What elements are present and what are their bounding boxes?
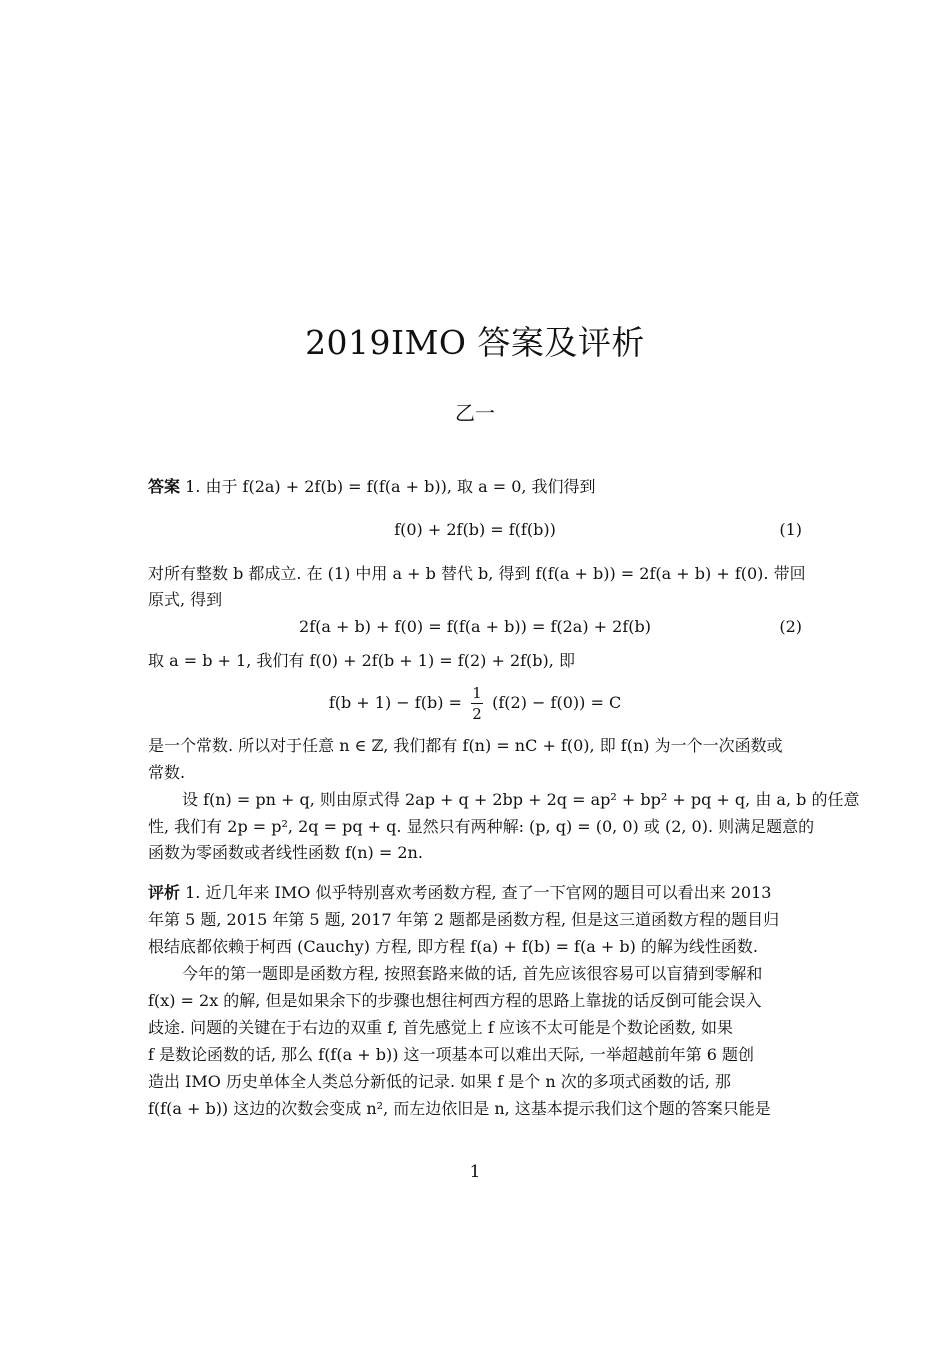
answer-line-1-text: 1. 由于 f(2a) + 2f(b) = f(f(a + b)), 取 a = 0, 我们得到 <box>185 477 596 496</box>
review-line-7: f 是数论函数的话, 那么 f(f(a + b)) 这一项基本可以难出天际, 一举超越前年第 6 题创 <box>148 1045 755 1064</box>
answer-line-6: 常数. <box>148 763 186 782</box>
review-line-9: f(f(a + b)) 这边的次数会变成 n², 而左边依旧是 n, 这基本提示我们这个题的答案只能是 <box>148 1099 771 1118</box>
answer-line-7: 设 f(n) = pn + q, 则由原式得 2ap + q + 2bp + 2q = ap² + bp² + pq + q, 由 a, b 的任意 <box>182 790 860 809</box>
equation-2-expression: 2f(a + b) + f(0) = f(f(a + b)) = f(2a) + 2f(b) <box>299 617 651 636</box>
answer-line-8: 性, 我们有 2p = p², 2q = pq + q. 显然只有两种解: (p, q) = (0, 0) 或 (2, 0). 则满足题意的 <box>148 817 815 836</box>
equation-3-right: (f(2) − f(0)) = C <box>492 693 622 712</box>
page-number: 1 <box>469 1162 481 1182</box>
equation-3 <box>148 682 802 724</box>
review-line-2: 年第 5 题, 2015 年第 5 题, 2017 年第 2 题都是函数方程, 但是这三道函数方程的题目归 <box>148 910 780 929</box>
fraction-numerator: 1 <box>472 684 482 702</box>
paper-title: 2019IMO 答案及评析 <box>305 323 645 362</box>
review-line-3: 根结底都依赖于柯西 (Cauchy) 方程, 即方程 f(a) + f(b) = f(a + b) 的解为线性函数. <box>148 937 758 956</box>
answer-line-9: 函数为零函数或者线性函数 f(n) = 2n. <box>148 843 423 862</box>
fraction-denominator: 2 <box>472 705 482 723</box>
equation-3-left: f(b + 1) − f(b) = <box>328 693 462 712</box>
equation-2-number: (2) <box>779 617 802 636</box>
fraction-one-half <box>471 684 483 723</box>
equation-1 <box>148 517 802 543</box>
review-line-8: 造出 IMO 历史单体全人类总分新低的记录. 如果 f 是个 n 次的多项式函数的话, 那 <box>148 1072 731 1091</box>
review-paragraph-line-1 <box>148 880 802 906</box>
equation-2 <box>148 614 802 640</box>
answer-paragraph-line-1 <box>148 474 802 500</box>
equation-1-number: (1) <box>779 520 802 539</box>
answer-line-2: 对所有整数 b 都成立. 在 (1) 中用 a + b 替代 b, 得到 f(f(a + b)) = 2f(a + b) + f(0). 带回 <box>148 564 806 583</box>
equation-1-expression: f(0) + 2f(b) = f(f(b)) <box>394 520 556 539</box>
equation-3-expression <box>148 682 802 724</box>
answer-line-5: 是一个常数. 所以对于任意 n ∈ ℤ, 我们都有 f(n) = nC + f(0), 即 f(n) 为一个一次函数或 <box>148 736 783 755</box>
paper-author: 乙一 <box>455 401 495 425</box>
review-line-1-text: 1. 近几年来 IMO 似乎特别喜欢考函数方程, 查了一下官网的题目可以看出来 2013 <box>185 883 772 902</box>
answer-line-3: 原式, 得到 <box>148 590 223 609</box>
review-line-4: 今年的第一题即是函数方程, 按照套路来做的话, 首先应该很容易可以盲猜到零解和 <box>182 964 763 983</box>
fraction-bar <box>471 703 483 704</box>
answer-line-4: 取 a = b + 1, 我们有 f(0) + 2f(b + 1) = f(2) + 2f(b), 即 <box>148 651 575 670</box>
review-line-6: 歧途. 问题的关键在于右边的双重 f, 首先感觉上 f 应该不太可能是个数论函数, 如果 <box>148 1018 734 1037</box>
review-label: 评析 <box>148 883 181 902</box>
review-line-5: f(x) = 2x 的解, 但是如果余下的步骤也想往柯西方程的思路上靠拢的话反倒可能会误入 <box>148 991 762 1010</box>
answer-label: 答案 <box>148 477 181 496</box>
